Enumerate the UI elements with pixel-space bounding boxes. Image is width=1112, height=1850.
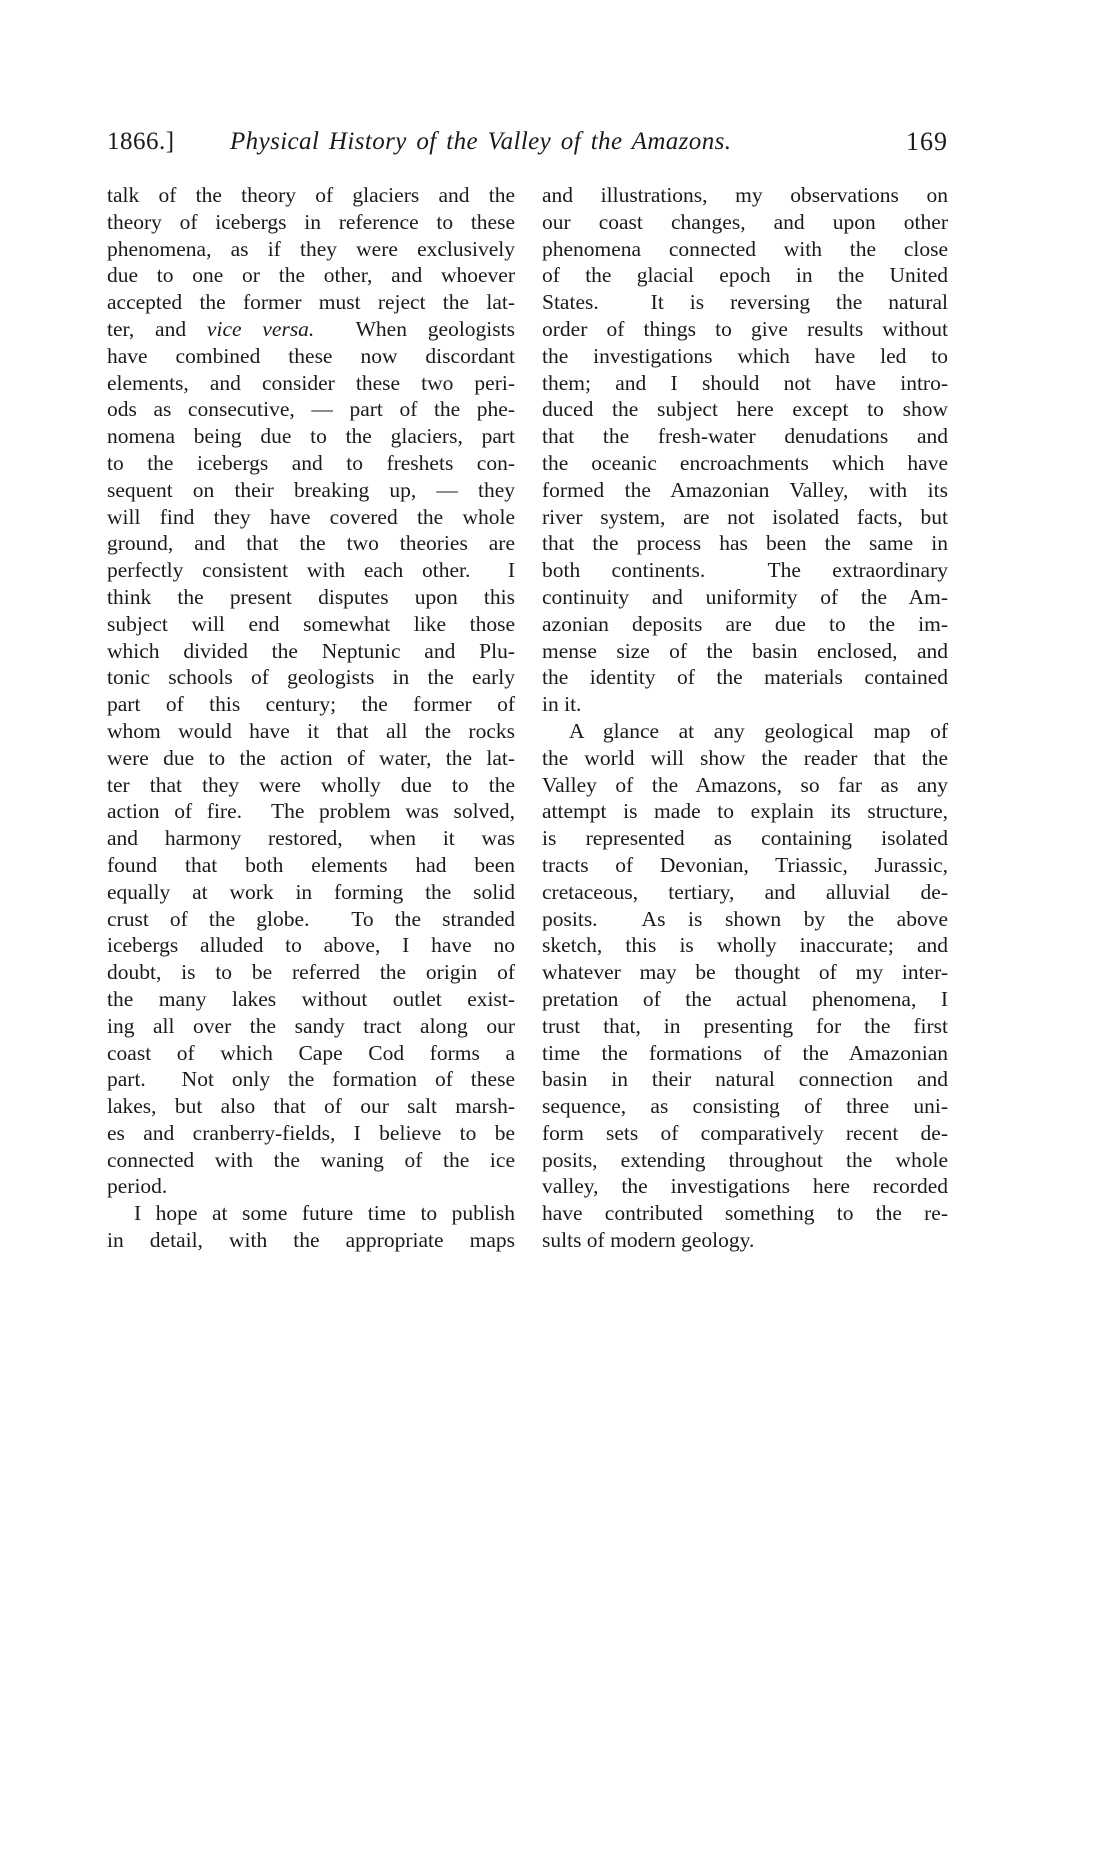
text-line: our coast changes, and upon other: [542, 209, 948, 234]
text-line: which divided the Neptunic and Plu-: [107, 638, 515, 663]
text-line: have combined these now discordant: [107, 343, 515, 368]
text-line: valley, the investigations here recorded: [542, 1174, 948, 1199]
text-line: the many lakes without outlet exist-: [107, 986, 515, 1011]
text-line: in detail, with the appropriate maps: [107, 1228, 515, 1253]
text-line: in it.: [542, 692, 582, 717]
text-line: whatever may be thought of my inter-: [542, 960, 948, 985]
text-line: both continents. The extraordinary: [542, 558, 948, 583]
text-line: part of this century; the former of: [107, 692, 515, 717]
text-line: that the process has been the same in: [542, 531, 948, 556]
text-line: phenomena connected with the close: [542, 236, 948, 261]
italic-phrase: vice versa.: [206, 316, 315, 341]
text-line: basin in their natural connection and: [542, 1067, 948, 1092]
text-line: connected with the waning of the ice: [107, 1147, 515, 1172]
text-line: ing all over the sandy tract along our: [107, 1013, 515, 1038]
text-line: due to one or the other, and whoever: [107, 263, 515, 288]
text-line: theory of icebergs in reference to these: [107, 209, 515, 234]
text-line: States. It is reversing the natural: [542, 290, 948, 315]
text-line: crust of the globe. To the stranded: [107, 906, 515, 931]
text-line: think the present disputes upon this: [107, 584, 515, 609]
text-line: talk of the theory of glaciers and the: [107, 183, 515, 207]
text-line: to the icebergs and to freshets con-: [107, 450, 515, 475]
text-line: Valley of the Amazons, so far as any: [542, 772, 948, 797]
text-line: subject will end somewhat like those: [107, 611, 515, 636]
text-line: the identity of the materials contained: [542, 665, 948, 690]
text-line: have contributed something to the re-: [542, 1201, 948, 1226]
text-line: [107, 316, 515, 343]
running-head: [107, 126, 948, 158]
text-line: is represented as containing isolated: [542, 826, 948, 851]
text-line: sequence, as consisting of three uni-: [542, 1094, 948, 1119]
text-line: found that both elements had been: [107, 852, 515, 877]
text-line: order of things to give results without: [542, 316, 948, 341]
text-line: equally at work in forming the solid: [107, 879, 515, 904]
text-line: azonian deposits are due to the im-: [542, 611, 948, 636]
text-line: perfectly consistent with each other. I: [107, 558, 515, 583]
text-line: that the fresh-water denudations and: [542, 424, 948, 449]
text-line: the investigations which have led to: [542, 343, 948, 368]
text-run: ter, and: [107, 316, 207, 341]
text-line: of the glacial epoch in the United: [542, 263, 948, 288]
text-line: elements, and consider these two peri-: [107, 370, 515, 395]
text-line: duced the subject here except to show: [542, 397, 948, 422]
text-line: were due to the action of water, the lat-: [107, 745, 515, 770]
text-line: period.: [107, 1174, 168, 1199]
text-line: and harmony restored, when it was: [107, 826, 515, 851]
text-line: formed the Amazonian Valley, with its: [542, 477, 948, 502]
text-line: whom would have it that all the rocks: [107, 718, 515, 743]
text-run: When geologists: [314, 316, 515, 341]
running-head-year: 1866.]: [107, 128, 175, 155]
text-line: river system, are not isolated facts, but: [542, 504, 948, 529]
text-line: ground, and that the two theories are: [107, 531, 515, 556]
text-line: time the formations of the Amazonian: [542, 1040, 948, 1065]
text-line: ter that they were wholly due to the: [107, 772, 515, 797]
text-line: phenomena, as if they were exclusively: [107, 236, 515, 261]
text-line: es and cranberry-fields, I believe to be: [107, 1120, 515, 1145]
text-line: posits, extending throughout the whole: [542, 1147, 948, 1172]
text-line: A glance at any geological map of: [569, 718, 948, 743]
text-line: continuity and uniformity of the Am-: [542, 584, 948, 609]
text-line: tonic schools of geologists in the early: [107, 665, 515, 690]
text-line: trust that, in presenting for the first: [542, 1013, 948, 1038]
text-line: icebergs alluded to above, I have no: [107, 933, 515, 958]
text-line: nomena being due to the glaciers, part: [107, 424, 515, 449]
text-line: and illustrations, my observations on: [542, 183, 948, 207]
text-line: attempt is made to explain its structure,: [542, 799, 948, 824]
text-line: coast of which Cape Cod forms a: [107, 1040, 515, 1065]
running-head-title: Physical History of the Valley of the Amazons.: [230, 128, 732, 155]
text-line: part. Not only the formation of these: [107, 1067, 515, 1092]
text-line: the oceanic encroachments which have: [542, 450, 948, 475]
text-line: doubt, is to be referred the origin of: [107, 960, 515, 985]
text-line: cretaceous, tertiary, and alluvial de-: [542, 879, 948, 904]
text-line: sequent on their breaking up, — they: [107, 477, 515, 502]
text-line: form sets of comparatively recent de-: [542, 1120, 948, 1145]
text-line: action of fire. The problem was solved,: [107, 799, 515, 824]
page-number: 169: [906, 127, 948, 156]
text-column-right: [542, 182, 948, 1254]
text-line: lakes, but also that of our salt marsh-: [107, 1094, 515, 1119]
text-line: accepted the former must reject the lat-: [107, 290, 515, 315]
text-line: sketch, this is wholly inaccurate; and: [542, 933, 948, 958]
text-line: pretation of the actual phenomena, I: [542, 986, 948, 1011]
text-line: mense size of the basin enclosed, and: [542, 638, 948, 663]
text-line: the world will show the reader that the: [542, 745, 948, 770]
text-line: ods as consecutive, — part of the phe-: [107, 397, 515, 422]
text-line: posits. As is shown by the above: [542, 906, 948, 931]
text-line: sults of modern geology.: [542, 1228, 755, 1253]
text-line: them; and I should not have intro-: [542, 370, 948, 395]
text-line: will find they have covered the whole: [107, 504, 515, 529]
text-column-left: [107, 182, 515, 1254]
text-line: tracts of Devonian, Triassic, Jurassic,: [542, 852, 948, 877]
text-line: I hope at some future time to publish: [134, 1201, 515, 1226]
